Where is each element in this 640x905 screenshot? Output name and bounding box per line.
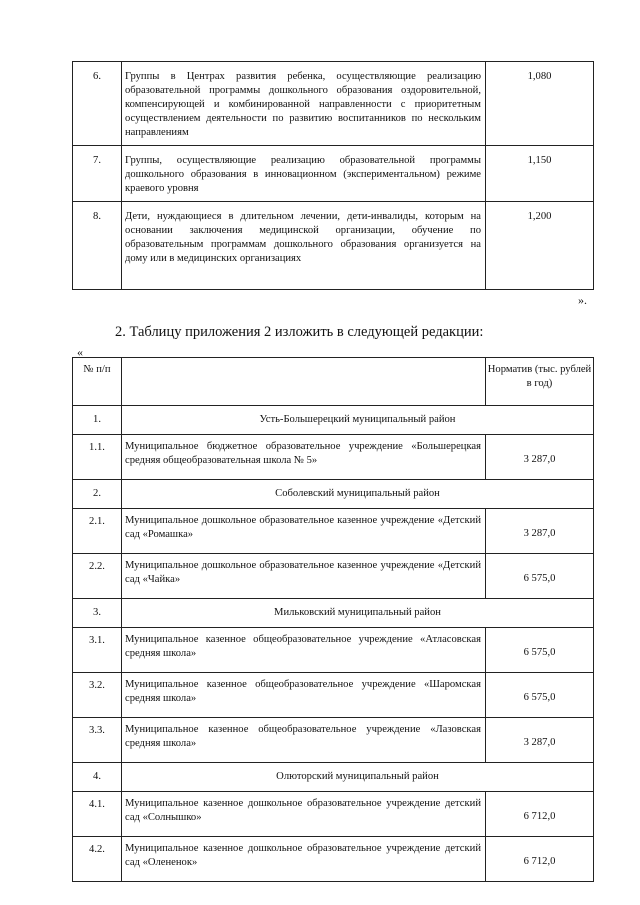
row-number: 7.	[73, 146, 122, 202]
section-row	[73, 763, 594, 792]
item-name: Муниципальное дошкольное образовательное казенное учреждение «Детский сад «Чайка»	[122, 554, 486, 599]
header-number: № п/п	[73, 358, 122, 406]
header-norm: Норматив (тыс. рублей в год)	[486, 358, 594, 406]
item-norm: 3 287,0	[486, 435, 594, 480]
item-number: 1.1.	[73, 435, 122, 480]
section-name: Усть-Большерецкий муниципальный район	[122, 406, 594, 435]
section-number: 3.	[73, 599, 122, 628]
section-number: 2.	[73, 480, 122, 509]
opening-quote: «	[77, 345, 83, 359]
table-row	[73, 792, 594, 837]
item-number: 2.1.	[73, 509, 122, 554]
item-norm: 6 575,0	[486, 628, 594, 673]
table-row	[73, 202, 594, 290]
table-row	[73, 62, 594, 146]
closing-quote: ».	[578, 293, 587, 307]
section-name: Олюторский муниципальный район	[122, 763, 594, 792]
row-number: 8.	[73, 202, 122, 290]
header-name	[122, 358, 486, 406]
item-number: 2.2.	[73, 554, 122, 599]
section-number: 4.	[73, 763, 122, 792]
table-row	[73, 146, 594, 202]
table-row	[73, 554, 594, 599]
item-norm: 3 287,0	[486, 509, 594, 554]
item-number: 3.2.	[73, 673, 122, 718]
item-norm: 6 712,0	[486, 792, 594, 837]
row-description: Дети, нуждающиеся в длительном лечении, дети-инвалиды, которым на основании заключения медицинской организации, обучение по образовательным программам дошкольного образования организуется на дому или в медицинских организациях	[122, 202, 486, 290]
section-heading: 2. Таблицу приложения 2 изложить в следующей редакции:	[115, 324, 484, 340]
table-row	[73, 509, 594, 554]
row-description: Группы в Центрах развития ребенка, осуществляющие реализацию образовательной программы дошкольного образования оздоровительной, компенсирующей и комбинированной направленности с приоритетным осуществлением деятельности по развитию воспитанников по нескольким направлениям	[122, 62, 486, 146]
row-description: Группы, осуществляющие реализацию образовательной программы дошкольного образования в инновационном (экспериментальном) режиме краевого уровня	[122, 146, 486, 202]
table-row	[73, 435, 594, 480]
row-coefficient: 1,150	[486, 146, 594, 202]
table-row	[73, 628, 594, 673]
item-name: Муниципальное дошкольное образовательное казенное учреждение «Детский сад «Ромашка»	[122, 509, 486, 554]
section-row	[73, 406, 594, 435]
row-number: 6.	[73, 62, 122, 146]
item-name: Муниципальное казенное общеобразовательное учреждение «Шаромская средняя школа»	[122, 673, 486, 718]
item-norm: 6 712,0	[486, 837, 594, 882]
table-row	[73, 718, 594, 763]
item-number: 3.1.	[73, 628, 122, 673]
section-row	[73, 480, 594, 509]
item-number: 3.3.	[73, 718, 122, 763]
table-row	[73, 837, 594, 882]
item-number: 4.1.	[73, 792, 122, 837]
item-name: Муниципальное бюджетное образовательное учреждение «Большерецкая средняя общеобразовательная школа № 5»	[122, 435, 486, 480]
section-name: Мильковский муниципальный район	[122, 599, 594, 628]
section-row	[73, 599, 594, 628]
section-number: 1.	[73, 406, 122, 435]
item-name: Муниципальное казенное общеобразовательное учреждение «Лазовская средняя школа»	[122, 718, 486, 763]
item-norm: 3 287,0	[486, 718, 594, 763]
table-row	[73, 673, 594, 718]
row-coefficient: 1,080	[486, 62, 594, 146]
row-coefficient: 1,200	[486, 202, 594, 290]
item-norm: 6 575,0	[486, 673, 594, 718]
item-norm: 6 575,0	[486, 554, 594, 599]
table-header-row	[73, 358, 594, 406]
item-name: Муниципальное казенное общеобразовательное учреждение «Атласовская средняя школа»	[122, 628, 486, 673]
item-name: Муниципальное казенное дошкольное образовательное учреждение детский сад «Солнышко»	[122, 792, 486, 837]
section-name: Соболевский муниципальный район	[122, 480, 594, 509]
item-name: Муниципальное казенное дошкольное образовательное учреждение детский сад «Олененок»	[122, 837, 486, 882]
institution-norms-table	[72, 357, 594, 882]
item-number: 4.2.	[73, 837, 122, 882]
norms-coefficients-table	[72, 61, 594, 290]
